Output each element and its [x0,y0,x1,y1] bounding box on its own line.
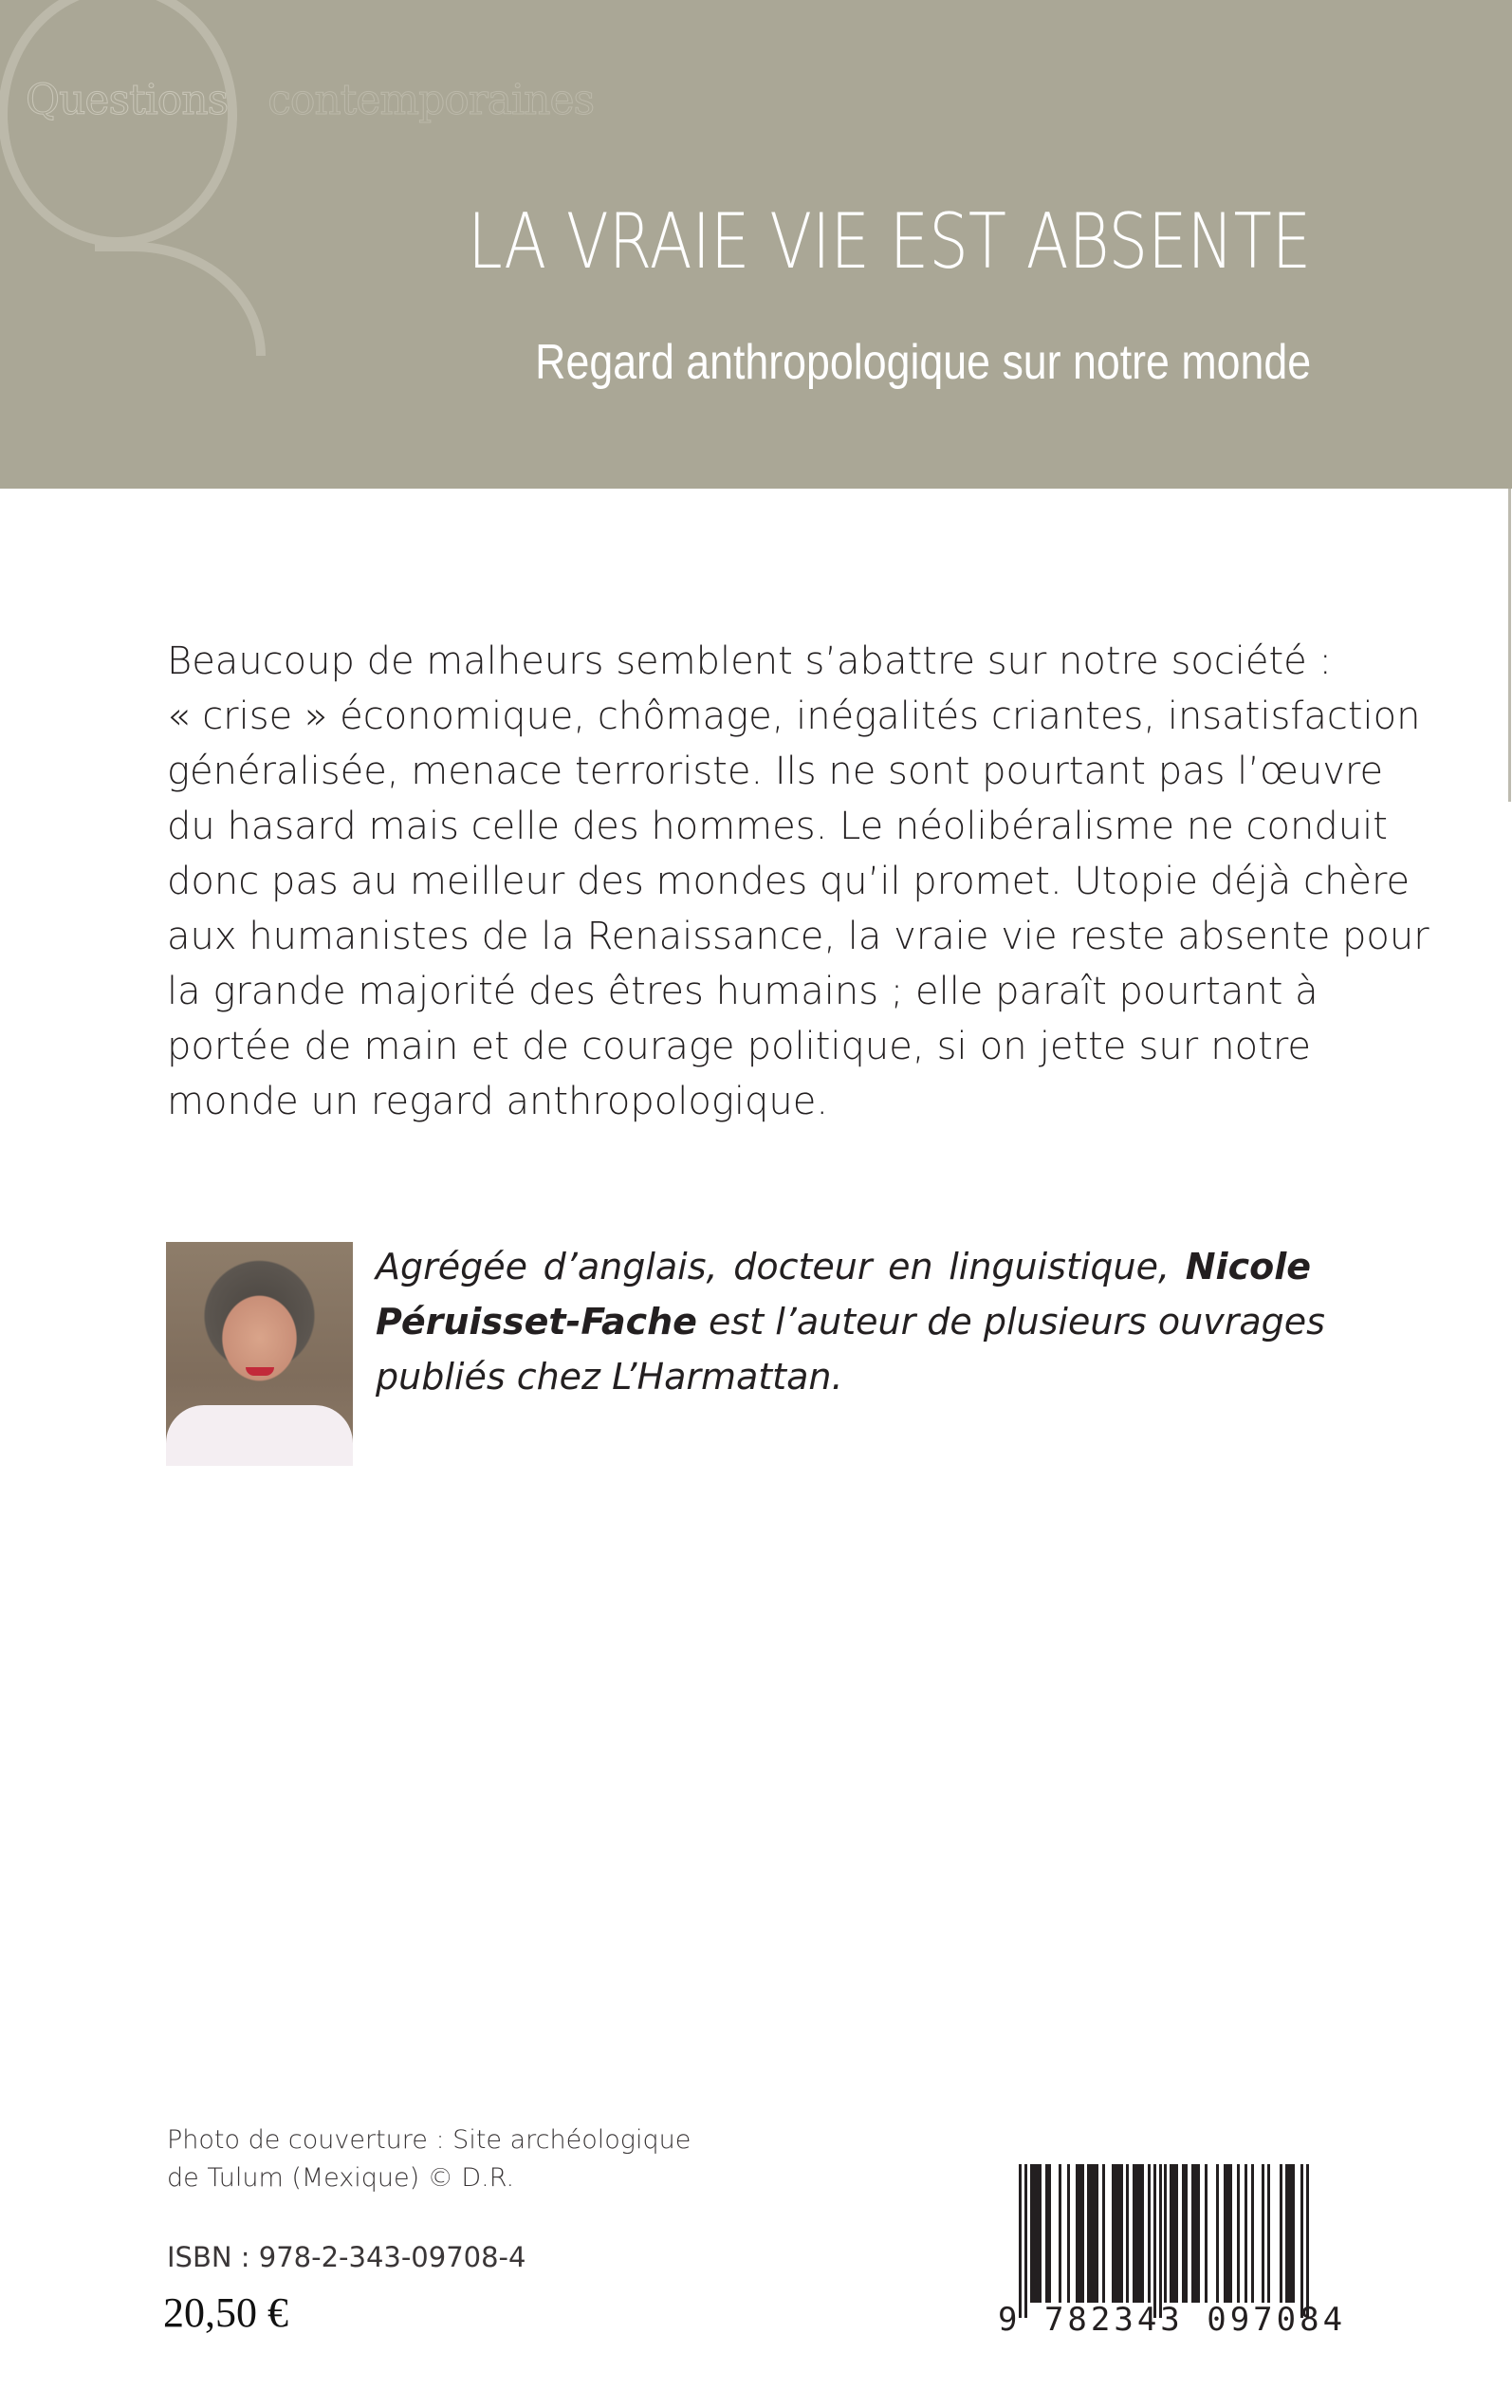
bio-line-2 [376,1294,1325,1349]
author-photo [166,1242,353,1466]
book-subtitle: Regard anthropologique sur notre monde [535,335,1311,390]
blurb-line: « crise » économique, chômage, inégalités criantes, insatisfaction [167,695,1421,738]
author-bio [376,1239,1325,1404]
book-title: LA VRAIE VIE EST ABSENTE [468,197,1311,286]
series-name [26,76,594,124]
blurb-line: Beaucoup de malheurs semblent s’abattre sur notre société : [167,639,1332,683]
blurb-line: généralisée, menace terroriste. Ils ne sont pourtant pas l’œuvre [167,750,1384,793]
bio-text: Agrégée d’anglais, docteur en linguistique, [376,1246,1186,1287]
blurb-line: la grande majorité des êtres humains ; elle paraît pourtant à [167,970,1318,1013]
back-cover-blurb [167,634,1429,1129]
photo-credit-line: Photo de couverture : Site archéologique [167,2125,691,2155]
blurb-line: monde un regard anthropologique. [167,1080,829,1123]
cover-header-band [0,0,1512,489]
series-word-contemporaines: contemporaines [267,76,595,124]
bio-line-1 [376,1239,1311,1294]
isbn-label: ISBN : 978-2-343-09708-4 [167,2241,526,2273]
bio-text: est l’auteur de plusieurs ouvrages [696,1301,1325,1343]
blurb-line: donc pas au meilleur des mondes qu’il promet. Utopie déjà chère [167,860,1411,903]
bio-line-3: publiés chez L’Harmattan. [376,1356,843,1398]
photo-credit-line: de Tulum (Mexique) © D.R. [167,2163,515,2193]
barcode-digits: 9 782343 097084 [998,2301,1347,2339]
author-photo-shirt [166,1405,353,1466]
author-name-first: Nicole [1185,1246,1311,1287]
price-label: 20,50 € [163,2289,288,2336]
barcode-bars-icon [1019,2164,1315,2318]
author-photo-smile [246,1367,274,1376]
isbn-barcode [998,2164,1347,2339]
series-word-questions: Questions [26,76,229,124]
series-logo-q-tail [95,242,266,356]
author-name-last: Péruisset-Fache [376,1301,697,1343]
blurb-line: du hasard mais celle des hommes. Le néolibéralisme ne conduit [167,805,1388,848]
blurb-line: portée de main et de courage politique, si on jette sur notre [167,1025,1311,1068]
spine-edge-rule [1508,489,1511,802]
photo-credit [167,2121,691,2197]
blurb-line: aux humanistes de la Renaissance, la vraie vie reste absente pour [167,915,1429,958]
